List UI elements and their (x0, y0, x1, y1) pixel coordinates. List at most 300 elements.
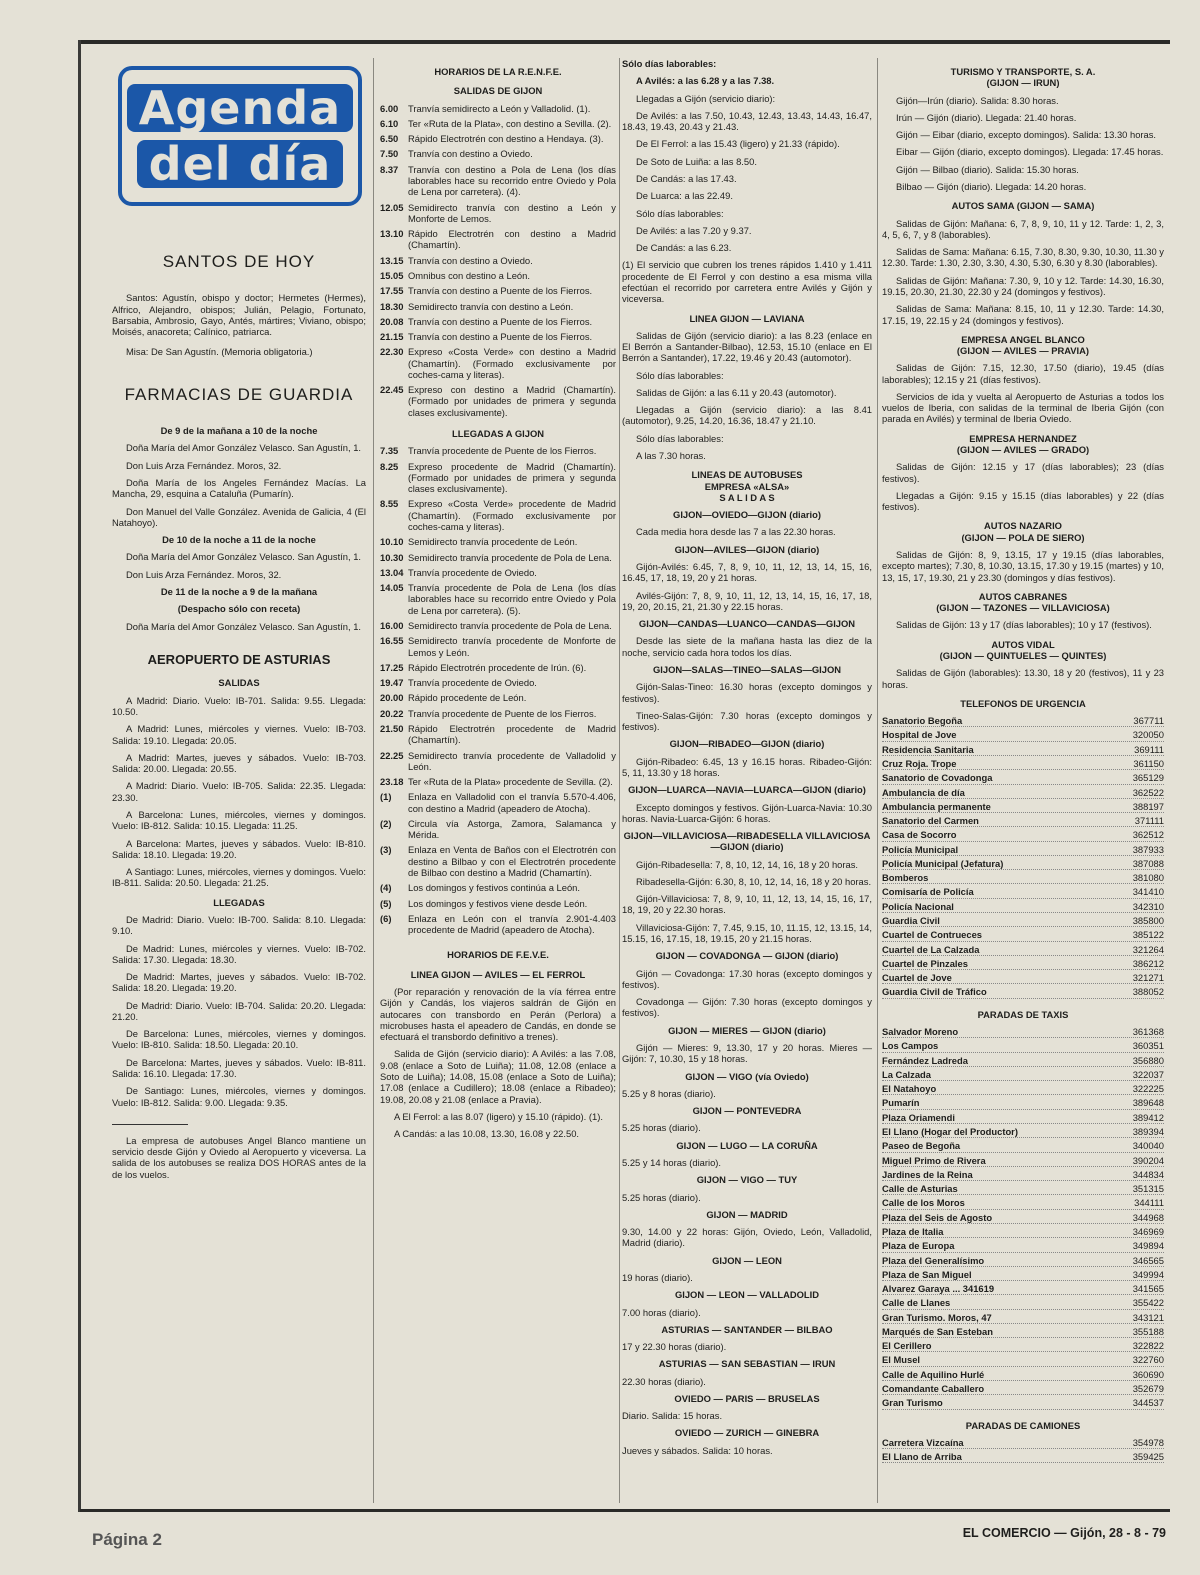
renfe-salida-desc: Tranvía con destino a Puente de los Fierros. (408, 285, 593, 297)
phone-number: 321264 (1132, 943, 1164, 955)
farm-2-head: De 10 de la noche a 11 de la noche (162, 534, 316, 546)
solo-lab: Sólo días laborables: (636, 207, 724, 219)
phone-number: 389412 (1132, 1111, 1164, 1123)
renfe-llegada-time: 8.25 (380, 460, 399, 472)
phone-name: Bomberos (882, 872, 929, 884)
valladolid-head: GIJON — LEON — VALLADOLID (674, 1289, 820, 1301)
phone-number: 385122 (1132, 929, 1164, 941)
camiones-head: PARADAS DE CAMIONES (965, 1419, 1081, 1431)
phone-row (882, 1112, 1164, 1124)
aviles-2: De Avilés: a las 7.20 y 9.37. (636, 224, 752, 236)
renfe-salida (380, 331, 616, 342)
renfe-llegada-desc: Semidirecto tranvía procedente de Pola de Lena. (408, 619, 612, 631)
renfe-salida (380, 346, 616, 380)
farm-2a: Doña María del Amor González Velasco. San Agustín, 1. (126, 551, 362, 563)
renfe-salida (380, 148, 616, 159)
phone-row (882, 1097, 1164, 1109)
zurich-head: OVIEDO — ZURICH — GINEBRA (674, 1427, 820, 1439)
coruna-t: 5.25 y 14 horas (diario). (622, 1156, 722, 1168)
phone-row (882, 1197, 1164, 1209)
column-transport (882, 58, 1164, 1503)
aero-llegada: De Santiago: Lunes, miércoles, viernes y domingos. Vuelo: IB-812. Salida: 9.00. Llegada: 9.35. (112, 1085, 366, 1108)
phone-name: Sanatorio de Covadonga (882, 772, 993, 784)
renfe-salida (380, 270, 616, 281)
aero-salida: A Madrid: Lunes, miércoles y viernes. Vuelo: IB-703. Salida: 19.10. Llegada: 20.05. (112, 723, 366, 746)
nazario-t: Salidas de Gijón: 8, 9, 13.15, 17 y 19.15 (días laborables, excepto martes); 7.30, 8, 10.30, 13.15, 17.30 y 19.15 (martes) y 10, 13, 15, 17, 19.30, 21 y 23.30 (domingos y días festivos). (882, 549, 1164, 583)
farm-1b: Don Luis Arza Fernández. Moros, 32. (126, 459, 282, 471)
phone-name: Comandante Caballero (882, 1383, 985, 1395)
luarca-t: Excepto domingos y festivos. Gijón-Luarca-Navia: 10.30 horas. Navia-Luarca-Gijón: 6 horas. (622, 801, 872, 824)
top-rule (80, 40, 1170, 44)
phone-name: Marqués de San Esteban (882, 1325, 993, 1337)
renfe-nota-desc: Enlaza en Venta de Baños con el Electrotrén con destino a Bilbao y con el Electrotrén procedente de Bilbao con destino a Madrid (Chamartín). (408, 844, 616, 879)
sama-head: AUTOS SAMA (GIJON — SAMA) (951, 200, 1095, 212)
phone-row (882, 1326, 1164, 1338)
renfe-llegada (380, 723, 616, 746)
farm-1-head: De 9 de la mañana a 10 de la noche (160, 425, 318, 437)
phone-number: 341410 (1132, 886, 1164, 898)
santos-text: Santos: Agustín, obispo y doctor; Hermetes (Hermes), Alfrico, Alejandro, obispos; Julián, Pelagio, Fortunato, Barsabia, Ambrosio, Gayo, Antés, mártires; Viviano, obispo; Moisés, anacoreta; Calínico, patriarca. (112, 292, 366, 338)
phone-row (882, 872, 1164, 884)
phone-number: 341565 (1132, 1283, 1164, 1295)
paris-t: Diario. Salida: 15 horas. (622, 1410, 723, 1422)
lab-head: Sólo días laborables: (622, 58, 717, 69)
phone-row (882, 1169, 1164, 1181)
laviana-p1: Salidas de Gijón (servicio diario): a las 8.23 (enlace en El Berrón a Santander-Bilbao), 12.53, 15.10 (enlace en El Berrón a Santander), 17.22, 19.46 y 20.43 (automotor). (622, 329, 872, 364)
renfe-nota-desc: Los domingos y festivos viene desde León. (408, 897, 588, 909)
phone-number: 346565 (1132, 1254, 1164, 1266)
phone-name: Gran Turismo. Moros, 47 (882, 1311, 992, 1323)
cabranes-t: Salidas de Gijón: 13 y 17 (días laborables); 10 y 17 (festivos). (896, 619, 1152, 631)
logo-word-agenda: Agenda (127, 84, 353, 132)
renfe-llegada (380, 582, 616, 616)
agenda-logo (118, 66, 362, 206)
phone-name: Cuartel de Jove (882, 972, 952, 984)
renfe-llegada-time: 10.10 (380, 536, 404, 548)
tineo-t2: Tineo-Salas-Gijón: 7.30 horas (excepto domingos y festivos). (622, 709, 872, 733)
sama-t2: Salidas de Sama: Mañana: 6.15, 7.30, 8.30, 9.30, 10.30, 11.30 y 12.30. Tarde: 1.30, 2.30, 3.30, 4.30, 5.30, 6.30 y 8.30 (laborables). (882, 246, 1164, 269)
laviana-p6: A las 7.30 horas. (636, 450, 706, 462)
phone-name: Paseo de Begoña (882, 1140, 961, 1152)
renfe-salida (380, 384, 616, 418)
renfe-title: HORARIOS DE LA R.E.N.F.E. (434, 66, 562, 77)
renfe-llegada-time: 16.55 (380, 635, 404, 647)
renfe-llegada-desc: Tranvía procedente de Puente de los Fierros. (408, 707, 597, 719)
phone-name: El Llano (Hogar del Productor) (882, 1125, 1018, 1137)
phone-name: Jardines de la Reina (882, 1168, 973, 1180)
renfe-nota (380, 882, 616, 893)
phone-number: 322037 (1132, 1068, 1164, 1080)
phone-name: Plaza del Generalísimo (882, 1254, 985, 1266)
tuy-head: GIJON — VIGO — TUY (696, 1174, 798, 1186)
phone-number: 367711 (1133, 715, 1164, 727)
ponte-t: 5.25 horas (diario). (622, 1122, 701, 1134)
renfe-salida-time: 17.55 (380, 285, 404, 297)
phone-number: 356880 (1132, 1054, 1164, 1066)
renfe-llegada-desc: Semidirecto tranvía procedente de Monforte de Lemos y León. (408, 635, 616, 658)
phone-row (882, 844, 1164, 856)
renfe-nota-time: (4) (380, 882, 392, 894)
hernandez-t1: Salidas de Gijón: 12.15 y 17 (días laborables); 23 (días festivos). (882, 461, 1164, 484)
tineo-head: GIJON—SALAS—TINEO—SALAS—GIJON (652, 663, 842, 675)
renfe-salida (380, 202, 616, 225)
renfe-salida (380, 133, 616, 144)
laviana-p3: Salidas de Gijón: a las 6.11 y 20.43 (automotor). (636, 386, 837, 398)
renfe-salida-desc: Rápido Electrotrén con destino a Hendaya. (3). (408, 133, 604, 145)
cova-t1: Gijón — Covadonga: 17.30 horas (excepto domingos y festivos). (622, 967, 872, 990)
renfe-llegada (380, 445, 616, 456)
bus-note: La empresa de autobuses Angel Blanco mantiene un servicio desde Gijón y Oviedo al Aeropuerto y viceversa. La salida de los autobuses se realiza DOS HORAS antes de la de los vuelos. (112, 1134, 366, 1180)
renfe-salida-time: 20.08 (380, 315, 404, 327)
phone-row (882, 986, 1164, 998)
renfe-llegada-time: 16.00 (380, 619, 404, 631)
renfe-salida-time: 15.05 (380, 269, 404, 281)
cabranes-head: AUTOS CABRANES (978, 590, 1068, 602)
villav-t1: Gijón-Ribadesella: 7, 8, 10, 12, 14, 16, 18 y 20 horas. (636, 858, 859, 870)
renfe-llegada (380, 750, 616, 773)
vidal-head: AUTOS VIDAL (991, 638, 1055, 650)
phone-row (882, 1140, 1164, 1152)
blanco-t2: Servicios de ida y vuelta al Aeropuerto de Asturias a todos los vuelos de Iberia, con salidas de la terminal de Iberia Gijón (con parada en Avilés) y terminal de Iberia Oviedo. (882, 390, 1164, 425)
phone-row (882, 1437, 1164, 1449)
renfe-salida-desc: Semidirecto tranvía con destino a León y Monforte de Lemos. (408, 201, 616, 224)
renfe-nota (380, 844, 616, 878)
logo-word-del-dia: del día (137, 140, 344, 188)
phone-row (882, 886, 1164, 898)
phone-number: 340040 (1132, 1140, 1164, 1152)
renfe-salida (380, 301, 616, 312)
renfe-llegada-time: 21.50 (380, 722, 404, 734)
aviles-t2: Avilés-Gijón: 7, 8, 9, 10, 11, 12, 13, 14, 15, 16, 17, 18, 19, 20, 20.15, 21, 21.30 y 22.15 horas. (622, 589, 872, 612)
turismo-t2: Irún — Gijón (diario). Llegada: 21.40 horas. (896, 111, 1077, 123)
renfe-llegada-time: 22.25 (380, 749, 404, 761)
phone-row (882, 801, 1164, 813)
phone-name: Salvador Moreno (882, 1026, 959, 1037)
aviles-head: A Avilés: a las 6.28 y a las 7.38. (636, 75, 775, 87)
vigo-t: 5.25 y 8 horas (diario). (622, 1087, 716, 1099)
taxis-head: PARADAS DE TAXIS (977, 1008, 1069, 1020)
renfe-salida-time: 21.15 (380, 331, 404, 343)
ribadeo-head: GIJON—RIBADEO—GIJON (diario) (669, 738, 825, 750)
renfe-llegada-time: 23.18 (380, 776, 404, 788)
farm-1d: Don Manuel del Valle González. Avenida de Galicia, 4 (El Natahoyo). (112, 505, 366, 528)
renfe-salida (380, 118, 616, 129)
turismo-t6: Bilbao — Gijón (diario). Llegada: 14.20 horas. (896, 180, 1087, 192)
phone-name: Calle de Llanes (882, 1297, 951, 1309)
aero-salida: A Barcelona: Martes, jueves y sábados. Vuelo: IB-810. Salida: 18.10. Llegada: 19.20. (112, 837, 366, 860)
laviana-p2: Sólo días laborables: (636, 369, 724, 381)
masthead-date: EL COMERCIO — Gijón, 28 - 8 - 79 (962, 1526, 1166, 1540)
renfe-nota-time: (5) (380, 897, 392, 909)
llegadas-head: Llegadas a Gijón (servicio diario): (636, 92, 776, 104)
phone-row (882, 1451, 1164, 1463)
column-renfe (380, 58, 616, 1503)
renfe-salida-desc: Tranvía con destino a Oviedo. (408, 148, 533, 160)
column-buses (622, 58, 872, 1503)
phone-number: 362522 (1132, 786, 1164, 798)
irun-t: 22.30 horas (diario). (622, 1375, 706, 1387)
aero-llegada: De Madrid: Lunes, miércoles y viernes. Vuelo: IB-702. Salida: 17.30. Llegada: 18.30. (112, 942, 366, 965)
renfe-llegada-desc: Rápido Electrotrén procedente de Irún. (6). (408, 661, 587, 673)
vidal-t: Salidas de Gijón (laborables): 13.30, 18 y 20 (festivos), 11 y 23 horas. (882, 667, 1164, 690)
phone-number: 322225 (1132, 1083, 1164, 1095)
renfe-salida (380, 316, 616, 327)
renfe-salida-time: 18.30 (380, 300, 404, 312)
candas-text: De Candás: a las 17.43. (636, 172, 737, 184)
phone-row (882, 1155, 1164, 1167)
phone-number: 355188 (1132, 1325, 1164, 1337)
feve-text-4: A Candás: a las 10.08, 13.30, 16.08 y 22.50. (394, 1128, 580, 1140)
renfe-llegada (380, 498, 616, 532)
renfe-salida-time: 8.37 (380, 163, 399, 175)
phone-name: Comisaría de Policía (882, 886, 974, 898)
tineo-t1: Gijón-Salas-Tineo: 16.30 horas (excepto domingos y festivos). (622, 681, 872, 704)
farm-3-note: (Despacho sólo con receta) (177, 603, 301, 615)
renfe-salida-desc: Tranvía con destino a Oviedo. (408, 254, 533, 266)
renfe-nota (380, 898, 616, 909)
renfe-llegada (380, 552, 616, 563)
phone-row (882, 1226, 1164, 1238)
sama-t3: Salidas de Gijón: Mañana: 7.30, 9, 10 y 12. Tarde: 14.30, 16.30, 19.15, 20.30, 21.30, 22.30 y 24 (domingos y festivos). (882, 274, 1164, 297)
phone-name: El Llano de Arriba (882, 1451, 962, 1463)
renfe-salida-time: 6.50 (380, 133, 399, 145)
irun-head: ASTURIAS — SAN SEBASTIAN — IRUN (658, 1358, 836, 1370)
phone-name: Cuartel de Contrueces (882, 929, 983, 941)
aero-llegada: De Madrid: Martes, jueves y sábados. Vuelo: IB-702. Salida: 18.20. Llegada: 19.20. (112, 971, 366, 994)
divider (112, 1124, 188, 1125)
phone-row (882, 772, 1164, 784)
phone-row (882, 787, 1164, 799)
phone-row (882, 1040, 1164, 1052)
phone-name: Cruz Roja. Trope (882, 757, 957, 769)
phone-number: 355422 (1132, 1297, 1164, 1309)
turismo-t4: Eibar — Gijón (diario, excepto domingos). Llegada: 17.45 horas. (896, 146, 1164, 158)
phone-name: Plaza de Italia (882, 1225, 944, 1237)
phone-row (882, 958, 1164, 970)
renfe-salida-desc: Semidirecto tranvía con destino a León. (408, 300, 574, 312)
sama-t1: Salidas de Gijón: Mañana: 6, 7, 8, 9, 10, 11 y 12. Tarde: 1, 2, 3, 4, 5, 6, 7, y 8 (laborables). (882, 217, 1164, 240)
phone-number: 342310 (1132, 900, 1164, 912)
nazario-head: AUTOS NAZARIO (984, 520, 1062, 532)
phone-name: Policía Nacional (882, 900, 954, 912)
phone-row (882, 815, 1164, 827)
phone-name: Fernández Ladreda (882, 1054, 968, 1066)
feve-text-1: (Por reparación y renovación de la vía férrea entre Gijón y Candás, los viajeros saldrán de Gijón en autocares con transbordo en Perán (Perlora) a microbuses hasta el apeadero de Candás, en donde se efectuará el transbordo definitivo a trenes). (380, 986, 616, 1043)
camiones-list (882, 1437, 1164, 1464)
bilbao-t: 17 y 22.30 horas (diario). (622, 1341, 727, 1353)
phone-number: 361368 (1132, 1026, 1164, 1037)
soto-text: De Soto de Luiña: a las 8.50. (636, 155, 757, 167)
phone-number: 360690 (1132, 1368, 1164, 1380)
renfe-salida-time: 6.10 (380, 117, 399, 129)
farm-1c: Doña María de los Angeles Fernández Macías. La Mancha, 29, esquina a Cataluña (Pumarín). (112, 477, 366, 500)
blanco-sub: (GIJON — AVILES — PRAVIA) (956, 345, 1090, 357)
phone-name: El Natahoyo (882, 1083, 937, 1095)
phone-name: Pumarín (882, 1097, 920, 1109)
phone-row (882, 1240, 1164, 1252)
misa-text: Misa: De San Agustín. (Memoria obligatoria.) (126, 345, 313, 357)
sama-t4: Salidas de Sama: Mañana: 8.15, 10, 11 y 12.30. Tarde: 14.30, 17.15, 19, 22.15 y 24 (domingos y festivos). (882, 303, 1164, 326)
renfe-salidas-title: SALIDAS DE GIJON (453, 85, 543, 97)
left-rule (78, 40, 81, 1512)
phone-row (882, 1397, 1164, 1409)
blanco-t1: Salidas de Gijón: 7.15, 12.30, 17.50 (diario), 19.45 (días laborables); 12.15 y 21 (días festivos). (882, 362, 1164, 385)
renfe-llegada-desc: Expreso procedente de Madrid (Chamartín). (Formado por unidades de primera y segunda clases exclusivamente). (408, 460, 616, 495)
candas-2: De Candás: a las 6.23. (636, 242, 732, 254)
phone-name: Gran Turismo (882, 1397, 943, 1409)
column-divider (877, 58, 878, 1503)
renfe-llegada-time: 7.35 (380, 445, 399, 457)
phone-name: Cuartel de La Calzada (882, 943, 980, 955)
aero-salida: A Madrid: Diario. Vuelo: IB-701. Salida: 9.55. Llegada: 10.50. (112, 694, 366, 717)
leon-t: 19 horas (diario). (622, 1271, 693, 1283)
villav-t3: Gijón-Villaviciosa: 7, 8, 9, 10, 11, 12, 13, 14, 15, 16, 17, 18, 19, 20 y 22.30 horas. (622, 893, 872, 916)
phone-name: Plaza de San Miguel (882, 1268, 972, 1280)
phone-number: 320050 (1132, 729, 1164, 741)
phone-row (882, 915, 1164, 927)
phone-row (882, 1340, 1164, 1352)
feve-line: LINEA GIJON — AVILES — EL FERROL (410, 968, 586, 980)
phone-name: Sanatorio Begoña (882, 715, 963, 727)
turismo-t1: Gijón—Irún (diario). Salida: 8.30 horas. (896, 94, 1059, 106)
renfe-nota (380, 913, 616, 936)
renfe-salida (380, 164, 616, 198)
villav-t4: Villaviciosa-Gijón: 7, 7.45, 9.15, 10, 11.15, 12, 13.15, 14, 15.15, 16, 17.15, 18, 19.15, 20 y 21.15 horas. (622, 921, 872, 945)
cova-t2: Covadonga — Gijón: 7.30 horas (excepto domingos y festivos). (622, 996, 872, 1019)
phone-number: 321271 (1132, 972, 1164, 984)
phone-number: 352679 (1132, 1383, 1164, 1395)
aero-llegadas-title: LLEGADAS (213, 896, 265, 908)
phone-number: 354978 (1132, 1436, 1164, 1448)
aviles-route-head: GIJON—AVILES—GIJON (diario) (674, 543, 820, 555)
aero-llegada: De Madrid: Diario. Vuelo: IB-700. Salida: 8.10. Llegada: 9.10. (112, 913, 366, 937)
phone-name: Calle de los Moros (882, 1197, 965, 1209)
zurich-t: Jueves y sábados. Salida: 10 horas. (622, 1444, 773, 1456)
phone-row (882, 972, 1164, 984)
phone-name: El Cerillero (882, 1340, 932, 1352)
aero-salida: A Madrid: Martes, jueves y sábados. Vuelo: IB-703. Salida: 20.00. Llegada: 20.55. (112, 751, 366, 775)
leon-head: GIJON — LEON (712, 1254, 782, 1266)
renfe-notes-list (380, 791, 616, 935)
phone-number: 346969 (1132, 1225, 1164, 1237)
pontevedra-head: GIJON — PONTEVEDRA (692, 1105, 802, 1117)
phone-row (882, 1297, 1164, 1309)
page-number: Página 2 (92, 1530, 162, 1549)
renfe-salida (380, 228, 616, 251)
phone-row (882, 1069, 1164, 1081)
renfe-llegada-time: 19.47 (380, 677, 404, 689)
renfe-llegada (380, 567, 616, 578)
aero-llegadas-list (112, 914, 366, 1108)
candas-head: GIJON—CANDAS—LUANCO—CANDAS—GIJON (638, 618, 856, 630)
phone-row (882, 729, 1164, 741)
phone-row (882, 1183, 1164, 1195)
phone-number: 344968 (1132, 1211, 1164, 1223)
aero-llegada: De Barcelona: Lunes, miércoles, viernes y domingos. Vuelo: IB-810. Salida: 18.50. Llegada: 20.10. (112, 1028, 366, 1051)
oviedo-head: GIJON—OVIEDO—GIJON (diario) (673, 509, 821, 521)
phone-row (882, 1312, 1164, 1324)
phone-row (882, 1212, 1164, 1224)
renfe-nota-desc: Enlaza en Valladolid con el tranvía 5.570-4.406, con destino a Madrid (apeadero de Atocha). (408, 791, 616, 814)
renfe-llegada (380, 708, 616, 719)
phone-name: Hospital de Jove (882, 729, 957, 741)
phone-row (882, 1026, 1164, 1038)
phone-name: Residencia Sanitaria (882, 743, 974, 755)
phone-name: Plaza de Europa (882, 1240, 955, 1252)
phone-number: 390204 (1132, 1154, 1164, 1166)
phone-name: Calle de Aquilino Hurlé (882, 1368, 985, 1380)
turismo-t3: Gijón — Eibar (diario, excepto domingos). Salida: 13.30 horas. (896, 129, 1157, 141)
renfe-salida-desc: Rápido Electrotrén con destino a Madrid (Chamartín). (408, 228, 616, 251)
phone-name: Los Campos (882, 1040, 939, 1052)
phone-row (882, 1354, 1164, 1366)
coruna-head: GIJON — LUGO — LA CORUÑA (676, 1139, 818, 1151)
phone-name: Carretera Vizcaína (882, 1436, 964, 1448)
ribadeo-t: Gijón-Ribadeo: 6.45, 13 y 16.15 horas. Ribadeo-Gijón: 5, 11, 13.30 y 18 horas. (622, 755, 872, 778)
renfe-salida-time: 13.10 (380, 228, 404, 240)
candas-t: Desde las siete de la mañana hasta las diez de la noche, servicio cada hora todos los días. (622, 635, 872, 658)
phone-number: 344834 (1132, 1168, 1164, 1180)
feve-title: HORARIOS DE F.E.V.E. (447, 949, 549, 961)
covadonga-head: GIJON — COVADONGA — GIJON (diario) (655, 950, 839, 962)
hernandez-t2: Llegadas a Gijón: 9.15 y 15.15 (días laborables) y 22 (días festivos). (882, 489, 1164, 513)
renfe-llegada (380, 620, 616, 631)
renfe-salida-desc: Expreso con destino a Madrid (Chamartín). (Formado por unidades de primera y segunda clases exclusivamente). (408, 384, 616, 418)
aero-llegada: De Madrid: Diario. Vuelo: IB-704. Salida: 20.20. Llegada: 21.20. (112, 999, 366, 1022)
renfe-llegada-time: 8.55 (380, 498, 399, 510)
phone-row (882, 1255, 1164, 1267)
renfe-salida-desc: Tranvía con destino a Pola de Lena (los días laborables hace su recorrido entre Oviedo y Pola de Lena por carretera). (4). (408, 163, 616, 198)
renfe-nota-time: (6) (380, 912, 392, 924)
luarca-head: GIJON—LUARCA—NAVIA—LUARCA—GIJON (diario) (628, 784, 866, 796)
phone-name: Ambulancia permanente (882, 800, 991, 812)
nota-1: (1) El servicio que cubren los trenes rápidos 1.410 y 1.411 procedente de El Ferrol y con destino a esa misma villa efectúan el recorrido por carretera entre Avilés y Gijón y viceversa. (622, 259, 872, 305)
renfe-salida-time: 22.45 (380, 384, 404, 396)
phone-number: 359425 (1132, 1451, 1164, 1463)
vigo-head: GIJON — VIGO (vía Oviedo) (685, 1070, 809, 1082)
phone-number: 322822 (1132, 1340, 1164, 1352)
renfe-llegada-time: 13.04 (380, 566, 404, 578)
phone-number: 362512 (1132, 829, 1164, 841)
renfe-nota-desc: Circula vía Astorga, Zamora, Salamanca y Mérida. (408, 817, 616, 841)
renfe-salida-desc: Omnibus con destino a León. (408, 269, 530, 281)
phone-row (882, 944, 1164, 956)
renfe-salida (380, 285, 616, 296)
phone-number: 351315 (1132, 1183, 1164, 1195)
column-divider (619, 58, 620, 1503)
aero-salidas-title: SALIDAS (218, 677, 260, 689)
laviana-head: LINEA GIJON — LAVIANA (689, 312, 805, 324)
phone-name: Plaza Oriamendi (882, 1111, 955, 1123)
renfe-nota (380, 791, 616, 814)
phone-number: 388197 (1132, 800, 1164, 812)
valla-t: 7.00 horas (diario). (622, 1306, 701, 1318)
phone-name: El Musel (882, 1354, 921, 1366)
alsa-head-2: EMPRESA «ALSA» (704, 480, 790, 492)
phone-row (882, 829, 1164, 841)
aviles-t1: Gijón-Avilés: 6.45, 7, 8, 9, 10, 11, 12, 13, 14, 15, 16, 16.45, 17, 18, 19, 20 y 21 horas. (622, 561, 872, 584)
renfe-salida-desc: Expreso «Costa Verde» con destino a Madrid (Chamartín). (Formado exclusivamente por coches-cama y literas). (408, 346, 616, 380)
renfe-nota-time: (1) (380, 791, 392, 803)
luarca-text: De Luarca: a las 22.49. (636, 190, 733, 202)
phone-row (882, 901, 1164, 913)
phone-name: Miguel Primo de Rivera (882, 1154, 986, 1166)
phone-row (882, 715, 1164, 727)
bilbao-head: ASTURIAS — SANTANDER — BILBAO (661, 1323, 833, 1335)
renfe-llegada-desc: Expreso «Costa Verde» procedente de Madrid (Chamartín). (Formado exclusivamente por coches-cama y literas). (408, 498, 616, 532)
renfe-salida-time: 13.15 (380, 254, 404, 266)
phone-number: 349894 (1132, 1240, 1164, 1252)
